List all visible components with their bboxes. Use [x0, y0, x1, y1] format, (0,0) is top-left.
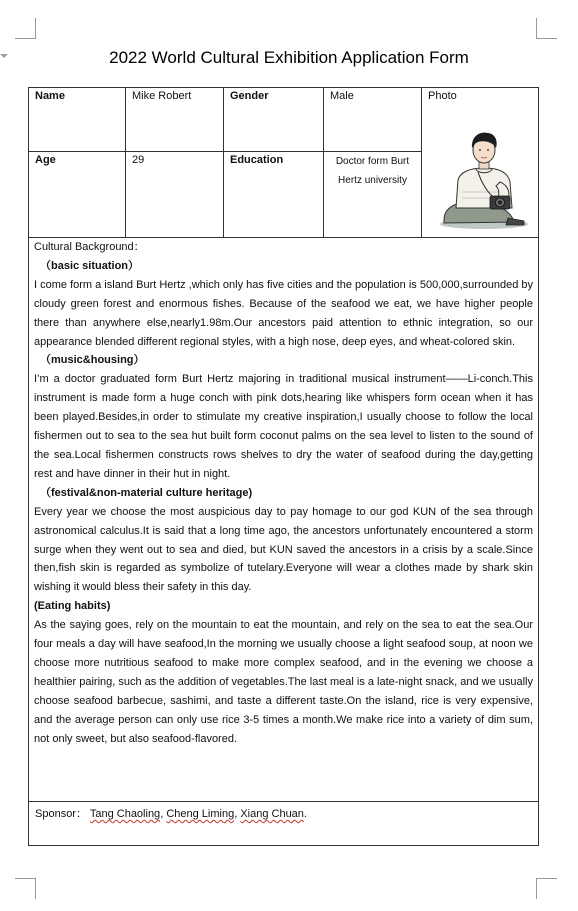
section-text-music-housing: I’m a doctor graduated form Burt Hertz majoring in traditional musical instrument——Li-conch.This instrument is made form a huge conch with pink dots,hearing like whispers form ocean when it has been played.Besides,in order to stimulate my creative inspiration,I usually choose to follow the local fishermen out to sea to the sea hut built form coconut palms on the sea level to listen to the sound of the sea.Local fishermen constructs rows shelves to dry the water of seafood during the day,getting rest and have dinner in their hut in night. [34, 373, 533, 480]
applicant-portrait-illustration [438, 128, 530, 230]
sponsor-end: . [303, 808, 307, 820]
education-value [324, 152, 422, 238]
sponsor-name-2: Cheng Liming [166, 808, 235, 820]
page-corner-top-left [15, 18, 36, 39]
section-text-festival-heritage: Every year we choose the most auspicious day to pay homage to our god KUN of the sea through astronomical calculus.It is said that a long time ago, the ancestors unfortunately encountered a storm surge when they went out to sea and died, but KUN saved the ancestors in a crisis by a scale.Since then,fish skin is regarded as symbolize of tutelary.Everyone will wear a clothes made by shark skin wishing it would bless their safety in this day. [34, 505, 533, 594]
section-text-basic-situation: I come form a island Burt Hertz ,which only has five cities and the population is 500,000,surrounded by cloudy green forest and enormous fishes. Because of the seafood we eat, we have higher people there than anywhere else,nearly1.98m.Our ancestors paid attention to ethnic integration, so our appearance blended different regional styles, with a high nose, deep eyes, and wheat-colored skin. [34, 278, 533, 348]
cultural-background-intro: Cultural Background： [34, 241, 145, 253]
page-corner-bottom-left [15, 878, 36, 899]
gender-value: Male [324, 88, 422, 152]
section-heading-eating-habits: (Eating habits) [34, 600, 111, 613]
photo-label: Photo [428, 90, 457, 102]
section-heading-basic-situation: （basic situation） [40, 259, 140, 272]
sponsor-label: Sponsor： [35, 808, 87, 820]
sponsor-name-3: Xiang Chuan [240, 808, 304, 820]
name-value: Mike Robert [126, 88, 224, 152]
cultural-background-section [29, 238, 538, 748]
gender-label: Gender [224, 88, 324, 152]
photo-cell [422, 88, 538, 238]
page-corner-bottom-right [536, 878, 557, 899]
age-label: Age [29, 152, 126, 238]
name-label: Name [29, 88, 126, 152]
education-label: Education [224, 152, 324, 238]
form-title: 2022 World Cultural Exhibition Application Form [109, 48, 469, 67]
sponsor-separator-1: , [160, 808, 167, 820]
education-value-line2: Hertz university [338, 175, 407, 186]
section-text-eating-habits: As the saying goes, rely on the mountain to eat the mountain, and rely on the sea to eat the sea.Our four meals a day will have seafood,In the morning we usually choose a light seafood soup, at noon we choose more nutritious seafood to make more complex seafood, and in the evening we choose a healthier pairing, such as the addition of vegetables.The last meal is a late-night snack, and we usually choose seafood barbecue, sashimi, and taste a different taste.On the island, rice is very expensive, and the average person can only use rice 3-5 times a month.We make rice into a variety of dim sum, not only sweet, but also seafood-flavored. [34, 619, 533, 745]
section-heading-music-housing: （music&housing） [40, 354, 145, 367]
age-value: 29 [126, 152, 224, 238]
sponsor-separator-2: , [234, 808, 241, 820]
section-heading-festival-heritage: （festival&non-material culture heritage) [40, 486, 253, 499]
sponsor-row [29, 801, 538, 824]
sponsor-name-1: Tang Chaoling [89, 808, 161, 820]
education-value-line1: Doctor form Burt [335, 156, 410, 167]
application-form-table [28, 87, 539, 846]
page-corner-top-right [536, 18, 557, 39]
